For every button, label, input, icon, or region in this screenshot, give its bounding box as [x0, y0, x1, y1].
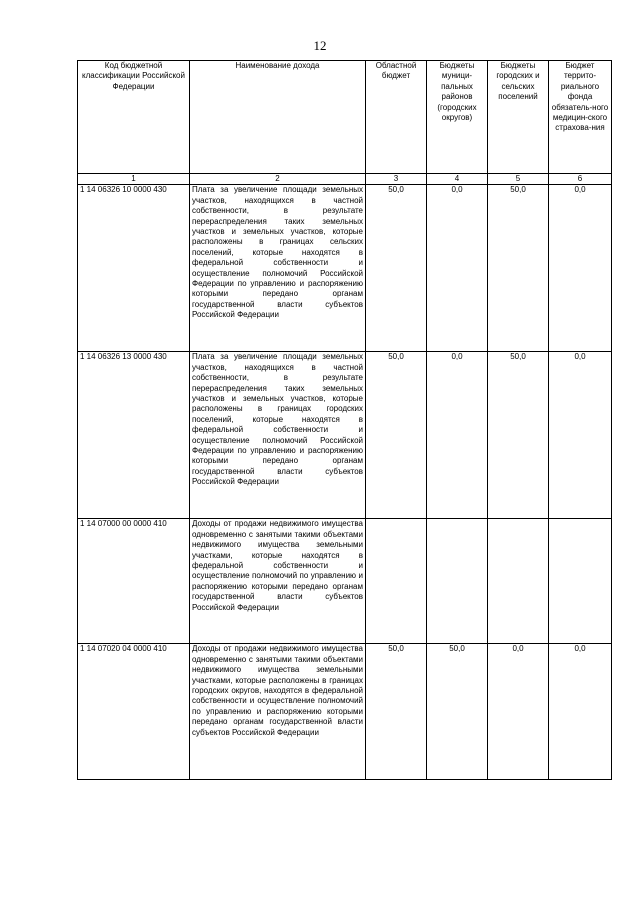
row-fund-value: 0,0 [549, 644, 612, 780]
table-row [78, 352, 612, 519]
row-code: 1 14 06326 13 0000 430 [78, 352, 190, 519]
row-municipal-value: 50,0 [427, 644, 488, 780]
page-number: 12 [313, 38, 327, 53]
row-regional-value: 50,0 [366, 352, 427, 519]
row-regional-value: 50,0 [366, 644, 427, 780]
table-row [78, 185, 612, 352]
column-number: 2 [190, 174, 366, 185]
row-code: 1 14 06326 10 0000 430 [78, 185, 190, 352]
column-number: 3 [366, 174, 427, 185]
column-number: 1 [78, 174, 190, 185]
header-name: Наименование дохода [190, 61, 366, 174]
column-number: 6 [549, 174, 612, 185]
row-city-value: 50,0 [488, 185, 549, 352]
row-municipal-value [427, 519, 488, 644]
row-regional-value [366, 519, 427, 644]
column-number: 5 [488, 174, 549, 185]
header-municipal: Бюджеты муници-пальных районов (городских округов) [427, 61, 488, 174]
row-fund-value: 0,0 [549, 352, 612, 519]
row-city-value: 50,0 [488, 352, 549, 519]
row-city-value [488, 519, 549, 644]
revenue-table [77, 60, 612, 780]
header-regional: Областной бюджет [366, 61, 427, 174]
header-fund: Бюджет террито-риального фонда обязатель-ного медицин-ского страхова-ния [549, 61, 612, 174]
table-row [78, 644, 612, 780]
table-header-row [78, 61, 612, 174]
row-city-value: 0,0 [488, 644, 549, 780]
row-regional-value: 50,0 [366, 185, 427, 352]
row-fund-value [549, 519, 612, 644]
row-code: 1 14 07000 00 0000 410 [78, 519, 190, 644]
row-name: Плата за увеличение площади земельных участков, находящихся в частной собственности, в результате перераспределения таких земельных участков и земельных участков, которые расположены в границах городских поселений, которые находятся в федеральной собственности и осуществление полномочий Российской Федерации по управлению и распоряжению которыми передано органам государственной власти субъектов Российской Федерации [190, 352, 366, 519]
column-number: 4 [427, 174, 488, 185]
row-name: Доходы от продажи недвижимого имущества одновременно с занятыми такими объектами недвижимого имущества земельными участками, которые расположены в границах городских округов, находятся в федеральной собственности и осуществление полномочий по управлению и распоряжению которыми передано органам государственной власти субъектов Российской Федерации [190, 644, 366, 780]
header-code: Код бюджетной классификации Российской Федерации [78, 61, 190, 174]
row-fund-value: 0,0 [549, 185, 612, 352]
row-municipal-value: 0,0 [427, 185, 488, 352]
row-name: Плата за увеличение площади земельных участков, находящихся в частной собственности, в результате перераспределения таких земельных участков и земельных участков, которые расположены в границах сельских поселений, которые находятся в федеральной собственности и осуществление полномочий Российской Федерации по управлению и распоряжению которыми передано органам государственной власти субъектов Российской Федерации [190, 185, 366, 352]
row-code: 1 14 07020 04 0000 410 [78, 644, 190, 780]
table-row [78, 519, 612, 644]
header-city: Бюджеты городских и сельских поселений [488, 61, 549, 174]
column-number-row [78, 174, 612, 185]
row-name: Доходы от продажи недвижимого имущества одновременно с занятыми такими объектами недвижимого имущества земельными участками, которые находятся в федеральной собственности и осуществление полномочий по управлению и распоряжению которыми передано органам государственной власти субъектов Российской Федерации [190, 519, 366, 644]
row-municipal-value: 0,0 [427, 352, 488, 519]
